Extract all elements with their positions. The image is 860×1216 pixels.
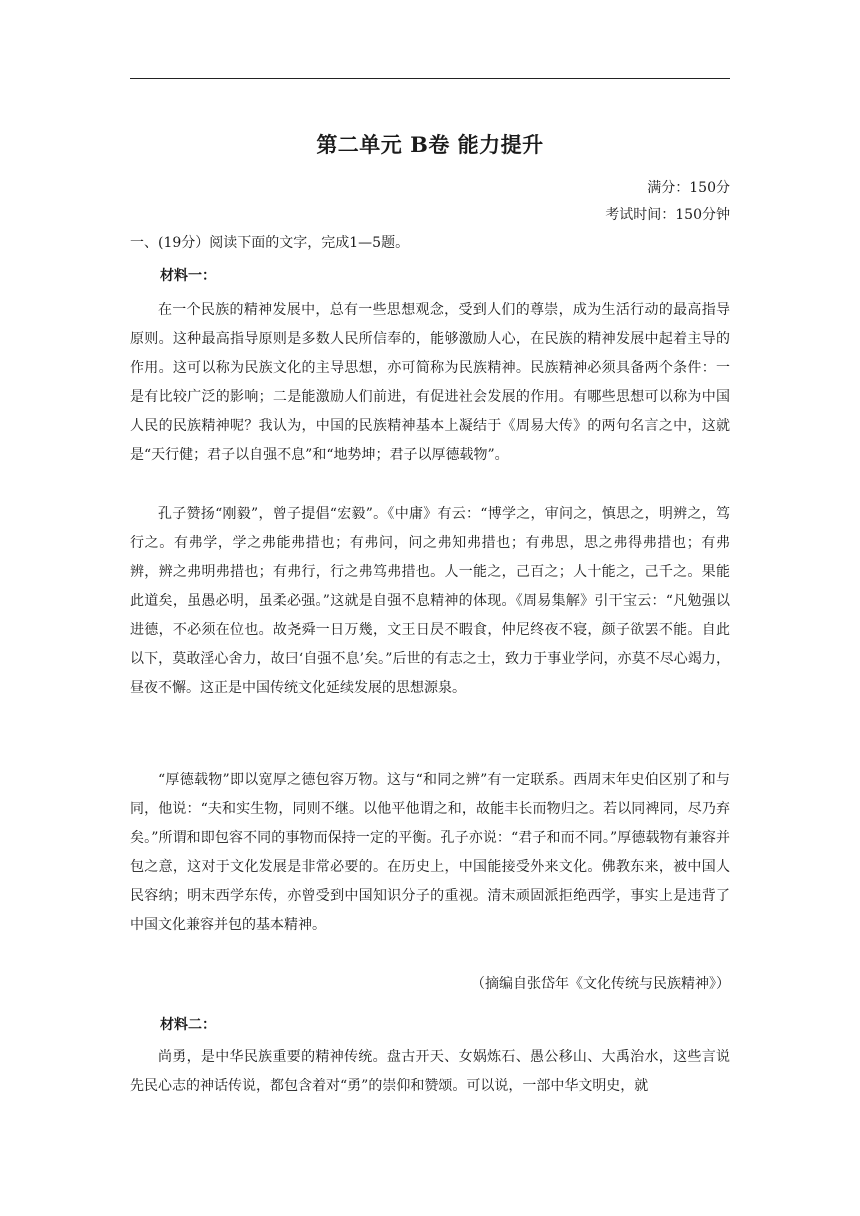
- header-rule: [130, 78, 730, 79]
- material-1-paragraph: 在一个民族的精神发展中，总有一些思想观念，受到人们的尊崇，成为生活行动的最高指导原则。这种最高指导原则是多数人民所信奉的，能够激励人心，在民族的精神发展中起着主导的作用。这可以称为民族文化的主导思想，亦可简称为民族精神。民族精神必须具备两个条件：一是有比较广泛的影响；二是能激励人们前进，有促进社会发展的作用。有哪些思想可以称为中国人民的民族精神呢？我认为，中国的民族精神基本上凝结于《周易大传》的两句名言之中，这就是“天行健；君子以自强不息”和“地势坤；君子以厚德载物”。: [130, 302, 730, 463]
- exam-time-label: 考试时间：150分钟: [605, 207, 730, 223]
- material-2-paragraph: 尚勇，是中华民族重要的精神传统。盘古开天、女娲炼石、愚公移山、大禹治水，这些言说先民心志的神话传说，都包含着对“勇”的崇仰和赞颂。可以说，一部中华文明史，就: [130, 1049, 730, 1094]
- full-score-label: 满分：150分: [647, 180, 730, 196]
- material-1-heading: 材料一：: [160, 268, 216, 284]
- material-1-paragraph: 孔子赞扬“刚毅”，曾子提倡“宏毅”。《中庸》有云：“博学之，审问之，慎思之，明辨之，笃行之。有弗学，学之弗能弗措也；有弗问，问之弗知弗措也；有弗思，思之弗得弗措也；有弗辨，辨之弗明弗措也；有弗行，行之弗笃弗措也。人一能之，己百之；人十能之，己千之。果能此道矣，虽愚必明，虽柔必强。”这就是自强不息精神的体现。《周易集解》引干宝云：“凡勉强以进德，不必须在位也。故尧舜一日万幾，文王日昃不暇食，仲尼终夜不寝，颜子欲罢不能。自此以下，莫敢淫心舍力，故曰‘自强不息’矣。”后世的有志之士，致力于事业学问，亦莫不尽心竭力，昼夜不懈。这正是中国传统文化延续发展的思想源泉。: [130, 506, 730, 696]
- question-intro: 一、(19分）阅读下面的文字，完成1—5题。: [130, 235, 410, 251]
- material-1-paragraph: “厚德载物”即以宽厚之德包容万物。这与“和同之辨”有一定联系。西周末年史伯区别了和与同，他说：“夫和实生物，同则不继。以他平他谓之和，故能丰长而物归之。若以同裨同，尽乃弃矣。”所谓和即包容不同的事物而保持一定的平衡。孔子亦说：“君子和而不同。”厚德载物有兼容并包之意，这对于文化发展是非常必要的。在历史上，中国能接受外来文化。佛教东来，被中国人民容纳；明末西学东传，亦曾受到中国知识分子的重视。清末顽固派拒绝西学，事实上是违背了中国文化兼容并包的基本精神。: [130, 772, 730, 933]
- material-1-source: （摘编自张岱年《文化传统与民族精神》）: [471, 976, 730, 992]
- page-title: 第二单元 B卷 能力提升: [316, 132, 544, 157]
- material-2-heading: 材料二：: [160, 1017, 216, 1033]
